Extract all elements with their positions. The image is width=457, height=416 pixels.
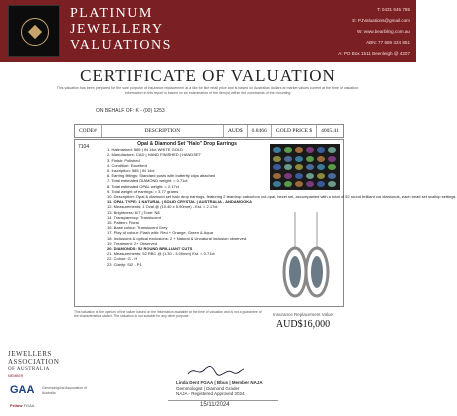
opal-swatch-icon bbox=[328, 164, 336, 170]
contact-abn: ABN: 77 659 424 851 bbox=[366, 40, 410, 45]
logo bbox=[8, 5, 60, 57]
opal-swatch-icon bbox=[306, 156, 314, 162]
opal-swatch-icon bbox=[306, 147, 314, 153]
gold-price-label: GOLD PRICE $ bbox=[272, 125, 317, 137]
description-list bbox=[107, 141, 457, 267]
header-banner bbox=[0, 0, 416, 62]
diamond-line: 22. Colour: G - H bbox=[107, 256, 138, 262]
item-heading: Opal & Diamond Set "Halo" Drop Earrings bbox=[137, 141, 237, 147]
diamond-heading: 20. DIAMONDS: 52 ROUND BRILLIANT CUTS bbox=[107, 246, 193, 252]
fellow-label: Fellow bbox=[10, 403, 23, 408]
opal-swatch-icon bbox=[328, 156, 336, 162]
assoc-line-1: JEWELLERS bbox=[8, 350, 52, 358]
contact-web: W: www.bearbling.com.au bbox=[356, 29, 410, 34]
description-label: DESCRIPTION bbox=[102, 125, 224, 137]
opal-swatch-icon bbox=[284, 164, 292, 170]
jewellers-association-logo bbox=[8, 350, 78, 378]
item-code: 7104 bbox=[78, 144, 90, 150]
fellow-badge bbox=[10, 403, 34, 408]
opal-line: 15. Pattern: Floral bbox=[107, 220, 139, 226]
opal-swatch-icon bbox=[317, 173, 325, 179]
opal-swatch-icon bbox=[295, 147, 303, 153]
opal-line: 13. Brightness: 6/7 | Tone: N8 bbox=[107, 209, 160, 215]
contact-phone: T: 0431 645 785 bbox=[377, 7, 410, 12]
certificate-title: CERTIFICATE OF VALUATION bbox=[80, 66, 336, 85]
opal-swatch-icon bbox=[284, 181, 292, 187]
insurance-label: Insurance Replacement Value bbox=[273, 312, 333, 317]
description-body bbox=[74, 139, 457, 307]
signer-registration: NAJA - Registered Approved 2024 bbox=[176, 391, 245, 396]
signer-block bbox=[176, 380, 263, 397]
opal-swatch-icon bbox=[317, 147, 325, 153]
gaa-subtitle: Gemmological Association of Australia bbox=[42, 386, 87, 395]
assoc-member: MEMBER bbox=[8, 374, 24, 378]
opal-swatch-icon bbox=[317, 156, 325, 162]
description-line: 10. Description: Opal & diamond set halo drop earrings, featuring 2 teardrop cabochon cut opal, bezel set, accompanied with a total of 52 round brilliant cut diamonds, each bead set scallop settings. bbox=[107, 194, 457, 200]
brand-name bbox=[70, 6, 172, 54]
date-divider bbox=[168, 400, 278, 401]
contact-block bbox=[338, 4, 410, 59]
disclaimer-text: This valuation has been prepared for the sole purpose of insurance replacement at a like for like retail price and is based on Australian dollars at market values current at the time of valuation. Information in this report is based on an examination of the item(s) within the constraints of the mounting. bbox=[56, 86, 360, 95]
description-line: 7. Total estimated DIAMOND weight: = 0.71ct bbox=[107, 178, 188, 184]
description-line: 3. Finish: Polished bbox=[107, 157, 140, 163]
opal-swatch-icon bbox=[328, 147, 336, 153]
opal-swatch-icon bbox=[328, 173, 336, 179]
gold-price-value: 4005.41 bbox=[321, 128, 339, 134]
opal-swatch-icon bbox=[317, 181, 325, 187]
opal-line: 12. Measurements: 1 Oval @ (10.40 x 5.90mm) - Est. = 2.17ct bbox=[107, 204, 218, 210]
footnote-text: This valuation is the opinion of the valuer based on the information available at the time of valuation and is not a guarantee of the characteristics stated. The valuation is not suitable for any other purpose. bbox=[74, 310, 262, 319]
opal-swatch-icon bbox=[306, 173, 314, 179]
opal-line: 19. Treatment: 2+ Observed bbox=[107, 240, 157, 246]
signature-icon bbox=[186, 364, 246, 378]
earring-photo bbox=[277, 210, 333, 302]
opal-photo-grid bbox=[270, 144, 340, 190]
signer-name: Linda Dent FGAA | Bbus | Member NAJA bbox=[176, 380, 263, 385]
description-line: 6. Earring fittings: Standard posts with butterfly clips attached bbox=[107, 173, 216, 179]
diamond-line: 23. Clarity: SI2 - P1 bbox=[107, 261, 142, 267]
opal-swatch-icon bbox=[284, 156, 292, 162]
brand-line-2: JEWELLERY bbox=[70, 22, 164, 37]
opal-swatch-icon bbox=[284, 173, 292, 179]
certificate-date: 15/11/2024 bbox=[200, 402, 230, 408]
opal-swatch-icon bbox=[273, 164, 281, 170]
opal-swatch-icon bbox=[295, 164, 303, 170]
code-header-row bbox=[74, 124, 344, 138]
insurance-box bbox=[263, 312, 343, 330]
opal-swatch-icon bbox=[295, 156, 303, 162]
fellow-suffix: FGAA bbox=[23, 403, 35, 408]
opal-swatch-icon bbox=[295, 181, 303, 187]
opal-swatch-icon bbox=[273, 181, 281, 187]
opal-swatch-icon bbox=[273, 147, 281, 153]
brand-line-1: PLATINUM bbox=[70, 6, 153, 21]
diamond-line: 21. Measurements: 52 RBC @ (1.30 - 3.00mm) Est. = 0.71ct bbox=[107, 251, 215, 257]
opal-swatch-icon bbox=[306, 181, 314, 187]
assoc-line-2: ASSOCIATION bbox=[8, 358, 60, 366]
description-line: 4. Condition: Excellent bbox=[107, 162, 147, 168]
opal-swatch-icon bbox=[273, 156, 281, 162]
aud-label: AUD$ bbox=[224, 125, 248, 137]
signer-title: Gemmologist | Diamond Grader bbox=[176, 385, 240, 391]
opal-swatch-icon bbox=[295, 173, 303, 179]
contact-address: A: PO Box 1511 Beenleigh @ 4207 bbox=[338, 51, 410, 56]
aud-value: 0.8466 bbox=[248, 125, 272, 137]
opal-line: 18. Inclusions & optical exclusions: 2 + Natural & Unnatural inclusion observed. bbox=[107, 235, 248, 241]
opal-line: 16. Base colour: Translucent Grey bbox=[107, 225, 168, 231]
assoc-line-3: OF AUSTRALIA bbox=[8, 367, 50, 372]
opal-swatch-icon bbox=[284, 147, 292, 153]
opal-swatch-icon bbox=[273, 173, 281, 179]
opal-swatch-icon bbox=[317, 164, 325, 170]
opal-swatch-icon bbox=[306, 164, 314, 170]
opal-swatch-icon bbox=[328, 181, 336, 187]
on-behalf-of: ON BEHALF OF: K - (00) 1253 bbox=[96, 108, 165, 114]
description-line: 8. Total estimated OPAL weight: = 2.17ct bbox=[107, 183, 179, 189]
opal-line: 17. Play of colour: Flash with: Red + Orange, Green & Aqua bbox=[107, 230, 213, 236]
description-line: 9. Total weight of earrings: = 3.77 grams bbox=[107, 188, 179, 194]
description-line: 2. Manufacture: CAD | HAND FINISHED | HANDSET bbox=[107, 152, 202, 158]
gaa-logo: GAA bbox=[10, 384, 35, 396]
opal-heading: 11. OPAL TYPE: 1 NATURAL | SOLID CRYSTAL | AUSTRALIA - ANDAMOOKA bbox=[107, 199, 252, 205]
contact-email: E: PJValuations@gmail.com bbox=[352, 18, 410, 23]
opal-line: 14. Transparency: Translucent bbox=[107, 214, 161, 220]
description-line: 5. Inscription: 585 | IN 14ct bbox=[107, 168, 155, 174]
code-label: CODE# bbox=[75, 125, 102, 137]
brand-line-3: VALUATIONS bbox=[70, 38, 172, 53]
description-line: 1. Hallmarked: 585 | IN 14ct WHITE GOLD bbox=[107, 147, 183, 153]
insurance-value: AUD$16,000 bbox=[275, 319, 331, 330]
